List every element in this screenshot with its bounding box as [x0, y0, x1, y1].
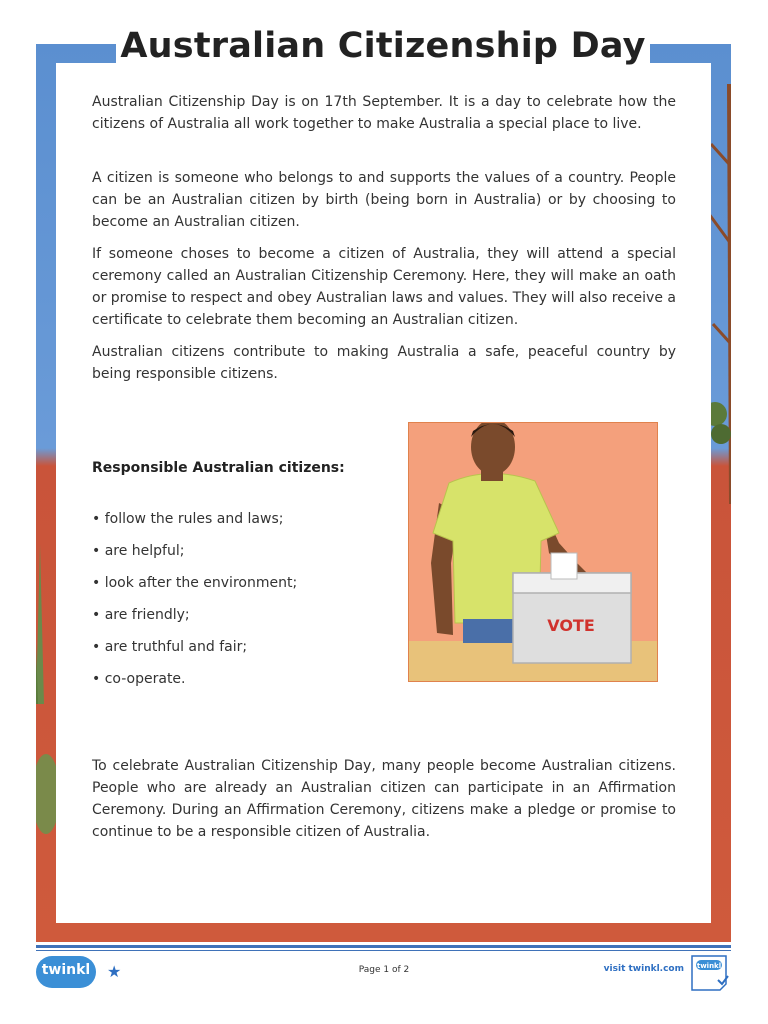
voting-illustration [408, 422, 658, 682]
list-item: • follow the rules and laws; [92, 511, 284, 527]
page-number: Page 1 of 2 [358, 965, 410, 975]
list-item: • are helpful; [92, 543, 185, 559]
footer-divider-thin [36, 950, 731, 951]
visit-link[interactable]: visit twinkl.com [603, 964, 684, 974]
ballot-box-label: VOTE [547, 616, 595, 635]
responsible-heading: Responsible Australian citizens: [92, 460, 345, 476]
page-title: Australian Citizenship Day [120, 26, 646, 66]
list-item: • co-operate. [92, 671, 186, 687]
list-item: • are friendly; [92, 607, 190, 623]
badge-text: twinkl [696, 962, 722, 970]
star-icon: ★ [107, 962, 122, 981]
paragraph-contribute: Australian citizens contribute to making Australia a safe, peaceful country by being responsible citizens. [92, 344, 676, 382]
list-item: • look after the environment; [92, 575, 298, 591]
responsible-list [92, 508, 297, 700]
logo-text: twinkl [41, 962, 91, 978]
twinkl-logo[interactable] [36, 956, 96, 988]
paragraph-closing: To celebrate Australian Citizenship Day, many people become Australian citizens. People who are already an Australian citizen can participate in an Affirmation Ceremony. During an Affirmation Ceremony, citizens make a pledge or promise to continue to be a responsible citizen of Australia. [92, 758, 676, 840]
voter-image [409, 423, 657, 681]
footer-divider [36, 945, 731, 948]
quality-badge-icon [690, 954, 732, 992]
list-item: • are truthful and fair; [92, 639, 248, 655]
paragraph-intro: Australian Citizenship Day is on 17th September. It is a day to celebrate how the citizens of Australia all work together to make Australia a special place to live. [92, 94, 676, 132]
paragraph-ceremony: If someone choses to become a citizen of Australia, they will attend a special ceremony called an Australian Citizenship Ceremony. Here, they will make an oath or promise to respect and obey Australian laws and values. They will also receive a certificate to celebrate them becoming an Australian citizen. [92, 246, 676, 328]
paragraph-citizen-definition: A citizen is someone who belongs to and supports the values of a country. People can be an Australian citizen by birth (being born in Australia) or by choosing to become an Australian citizen. [92, 170, 676, 230]
